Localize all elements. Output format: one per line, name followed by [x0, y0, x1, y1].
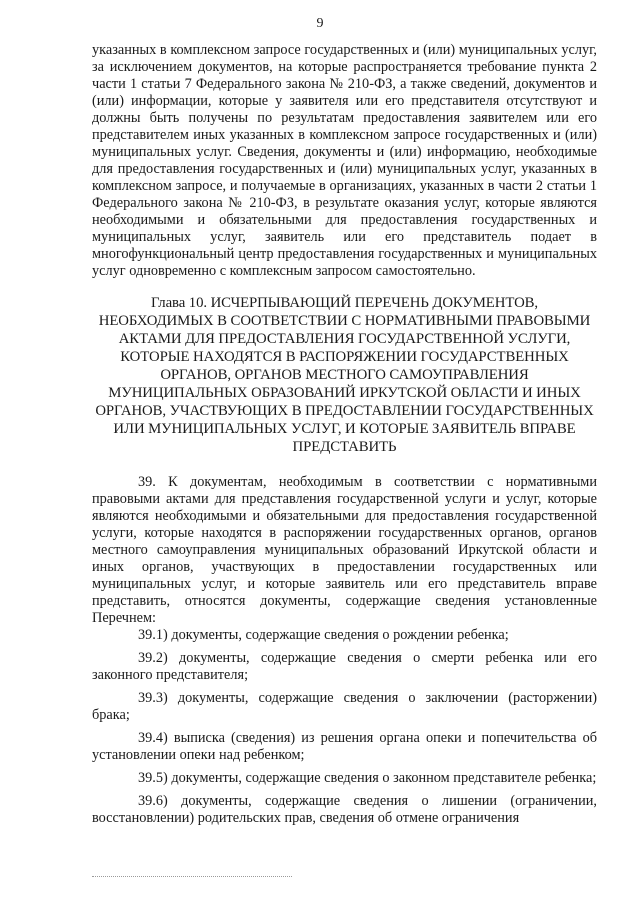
paragraph-39: 39. К документам, необходимым в соответствии с нормативными правовыми актами для представления государственной услуги и услуг, которые являются необходимыми и обязательными для предоставления государственной услуги, которые находятся в распоряжении государственных органов, органов местного самоуправления муниципальных образований Иркутской области и иных органов, участвующих в предоставлении государственных или муниципальных услуг, и которые заявитель или его представитель вправе представить, относятся документы, содержащие сведения установленные Перечнем:	[92, 474, 597, 626]
list-item: 39.1) документы, содержащие сведения о рождении ребенка;	[138, 627, 509, 643]
footer-divider	[92, 876, 292, 877]
intro-paragraph: указанных в комплексном запросе государственных и (или) муниципальных услуг, за исключением документов, на которые распространяется требование пункта 2 части 1 статьи 7 Федерального закона № 210-ФЗ, а также сведений, документов и (или) информации, которые у заявителя или его представителя отсутствуют и должны быть получены по результатам предоставления заявителем или его представителем иных указанных в комплексном запросе государственных и (или) муниципальных услуг. Сведения, документы и (или) информацию, необходимые для предоставления государственных и (или) муниципальных услуг, указанных в комплексном запросе, и получаемые в организациях, указанных в части 2 статьи 1 Федерального закона № 210-ФЗ, в результате оказания услуг, которые являются необходимыми и обязательными для предоставления государственных и муниципальных услуг, заявитель или его представитель подает в многофункциональный центр предоставления государственных и муниципальных услуг одновременно с комплексным запросом самостоятельно.	[92, 42, 597, 279]
list-item: 39.5) документы, содержащие сведения о законном представителе ребенка;	[138, 770, 597, 786]
list-item: 39.6) документы, содержащие сведения о лишении (ограничении, восстановлении) родительских прав, сведения об отмене ограничения	[92, 793, 597, 826]
list-item: 39.4) выписка (сведения) из решения органа опеки и попечительства об установлении опеки над ребенком;	[92, 730, 597, 763]
list-item: 39.3) документы, содержащие сведения о заключении (расторжении) брака;	[92, 690, 597, 723]
document-list	[92, 627, 597, 827]
list-item: 39.2) документы, содержащие сведения о смерти ребенка или его законного представителя;	[92, 650, 597, 683]
document-body	[92, 42, 597, 827]
page-number: 9	[316, 16, 324, 31]
chapter-heading: Глава 10. ИСЧЕРПЫВАЮЩИЙ ПЕРЕЧЕНЬ ДОКУМЕНТОВ, НЕОБХОДИМЫХ В СООТВЕТСТВИИ С НОРМАТИВНЫМИ ПРАВОВЫМИ АКТАМИ ДЛЯ ПРЕДОСТАВЛЕНИЯ ГОСУДАРСТВЕННОЙ УСЛУГИ, КОТОРЫЕ НАХОДЯТСЯ В РАСПОРЯЖЕНИИ ГОСУДАРСТВЕННЫХ ОРГАНОВ, ОРГАНОВ МЕСТНОГО САМОУПРАВЛЕНИЯ МУНИЦИПАЛЬНЫХ ОБРАЗОВАНИЙ ИРКУТСКОЙ ОБЛАСТИ И ИНЫХ ОРГАНОВ, УЧАСТВУЮЩИХ В ПРЕДОСТАВЛЕНИИ ГОСУДАРСТВЕННЫХ ИЛИ МУНИЦИПАЛЬНЫХ УСЛУГ, И КОТОРЫЕ ЗАЯВИТЕЛЬ ВПРАВЕ ПРЕДСТАВИТЬ	[95, 295, 594, 455]
